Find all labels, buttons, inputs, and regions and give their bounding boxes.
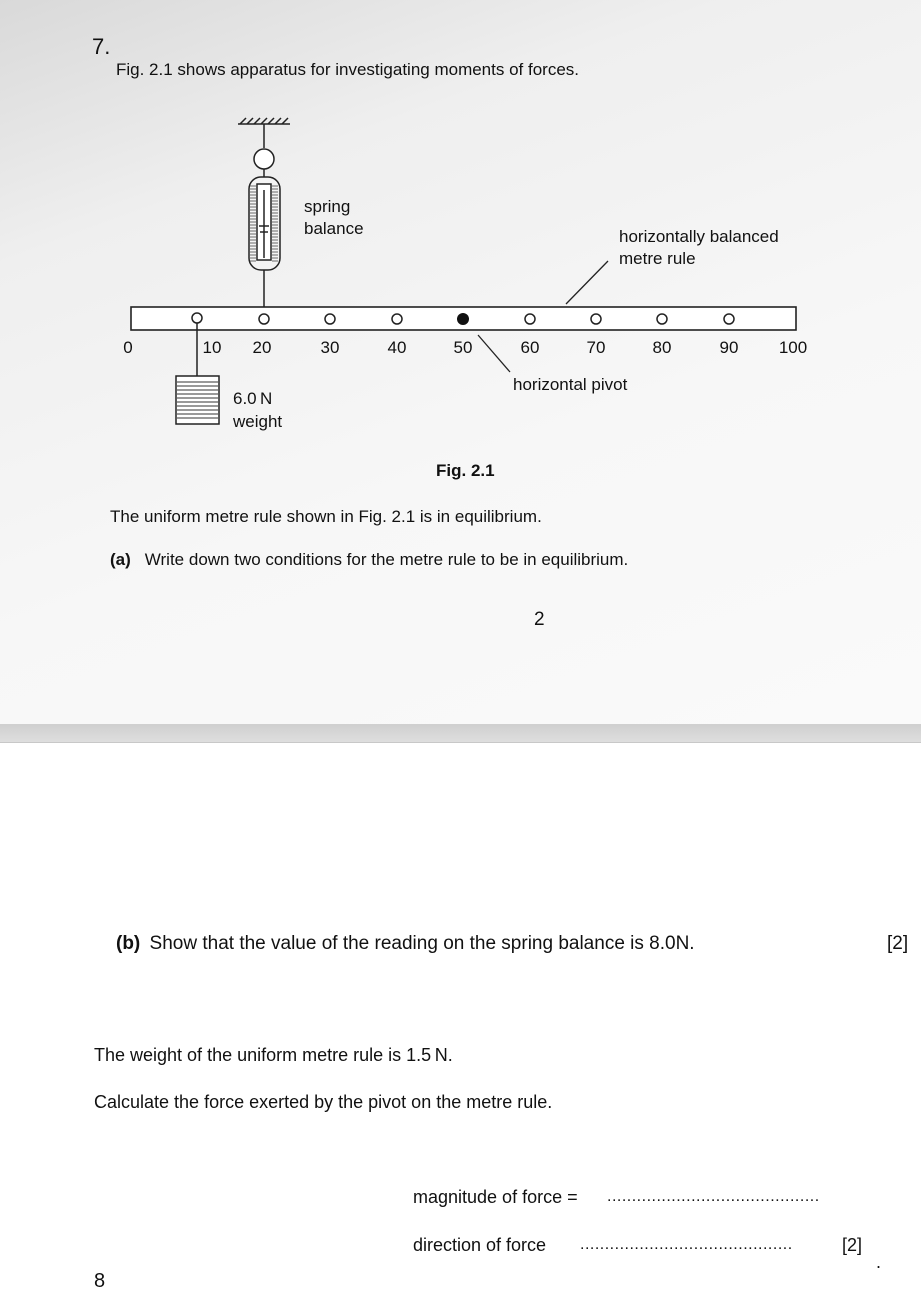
- scale-label-20: 20: [252, 338, 272, 357]
- label-balance: balance: [304, 219, 364, 238]
- pivot-leader: [478, 335, 510, 372]
- label-horizontal-pivot: horizontal pivot: [513, 375, 628, 394]
- pivot-point: [457, 313, 469, 325]
- part-a-text: Write down two conditions for the metre rule to be in equilibrium.: [144, 550, 629, 569]
- direction-label: direction of force: [413, 1235, 547, 1255]
- handwritten-answer: 2: [534, 609, 545, 630]
- label-weight: weight: [233, 412, 283, 431]
- part-b-text: Show that the value of the reading on the spring balance is 8.0N.: [149, 933, 695, 954]
- part-a: [110, 550, 628, 570]
- rule-hole: [525, 314, 535, 324]
- question-number: 7.: [92, 34, 111, 59]
- rule-hole: [591, 314, 601, 324]
- label-horizontally-balanced: horizontally balanced: [619, 227, 779, 246]
- metre-rule-leader: [566, 261, 608, 304]
- rule-hole: [325, 314, 335, 324]
- ceiling-support: [238, 118, 290, 124]
- direction-marks: [2]: [842, 1235, 863, 1255]
- part-b: [116, 933, 695, 955]
- rule-hole: [657, 314, 667, 324]
- question-intro: Fig. 2.1 shows apparatus for investigating moments of forces.: [116, 60, 580, 79]
- calculate-instruction: Calculate the force exerted by the pivot on the metre rule.: [94, 1092, 553, 1112]
- magnitude-answer-line[interactable]: ...........................................: [607, 1188, 820, 1205]
- scale-label-40: 40: [387, 338, 407, 357]
- figure-2-1: [0, 100, 921, 445]
- rule-hole: [724, 314, 734, 324]
- magnitude-label: magnitude of force =: [413, 1187, 578, 1207]
- scale-label-50: 50: [453, 338, 473, 357]
- rule-hole: [392, 314, 402, 324]
- scale-label-30: 30: [320, 338, 340, 357]
- label-metre-rule: metre rule: [619, 249, 696, 268]
- scale-label-100: 100: [778, 338, 808, 357]
- part-b-marks: [2]: [887, 933, 909, 954]
- rule-hole: [259, 314, 269, 324]
- scale-label-60: 60: [520, 338, 540, 357]
- label-spring: spring: [304, 197, 351, 216]
- equilibrium-statement: The uniform metre rule shown in Fig. 2.1 is in equilibrium.: [110, 507, 542, 526]
- part-a-label: (a): [110, 550, 131, 569]
- next-question-number: 8: [94, 1270, 106, 1292]
- rule-scale: [123, 338, 807, 357]
- scale-label-10: 10: [202, 338, 222, 357]
- direction-answer-line[interactable]: ...........................................: [580, 1236, 793, 1253]
- stray-dot: .: [876, 1252, 882, 1272]
- figure-caption: Fig. 2.1: [436, 461, 495, 480]
- part-b-label: (b): [116, 933, 141, 954]
- rule-weight-statement: The weight of the uniform metre rule is 1.5 N.: [94, 1045, 453, 1065]
- page-separator: [0, 724, 921, 743]
- scale-label-80: 80: [652, 338, 672, 357]
- scale-label-90: 90: [719, 338, 739, 357]
- scale-label-70: 70: [586, 338, 606, 357]
- scale-label-0: 0: [123, 338, 133, 357]
- label-weight-value: 6.0 N: [233, 389, 273, 408]
